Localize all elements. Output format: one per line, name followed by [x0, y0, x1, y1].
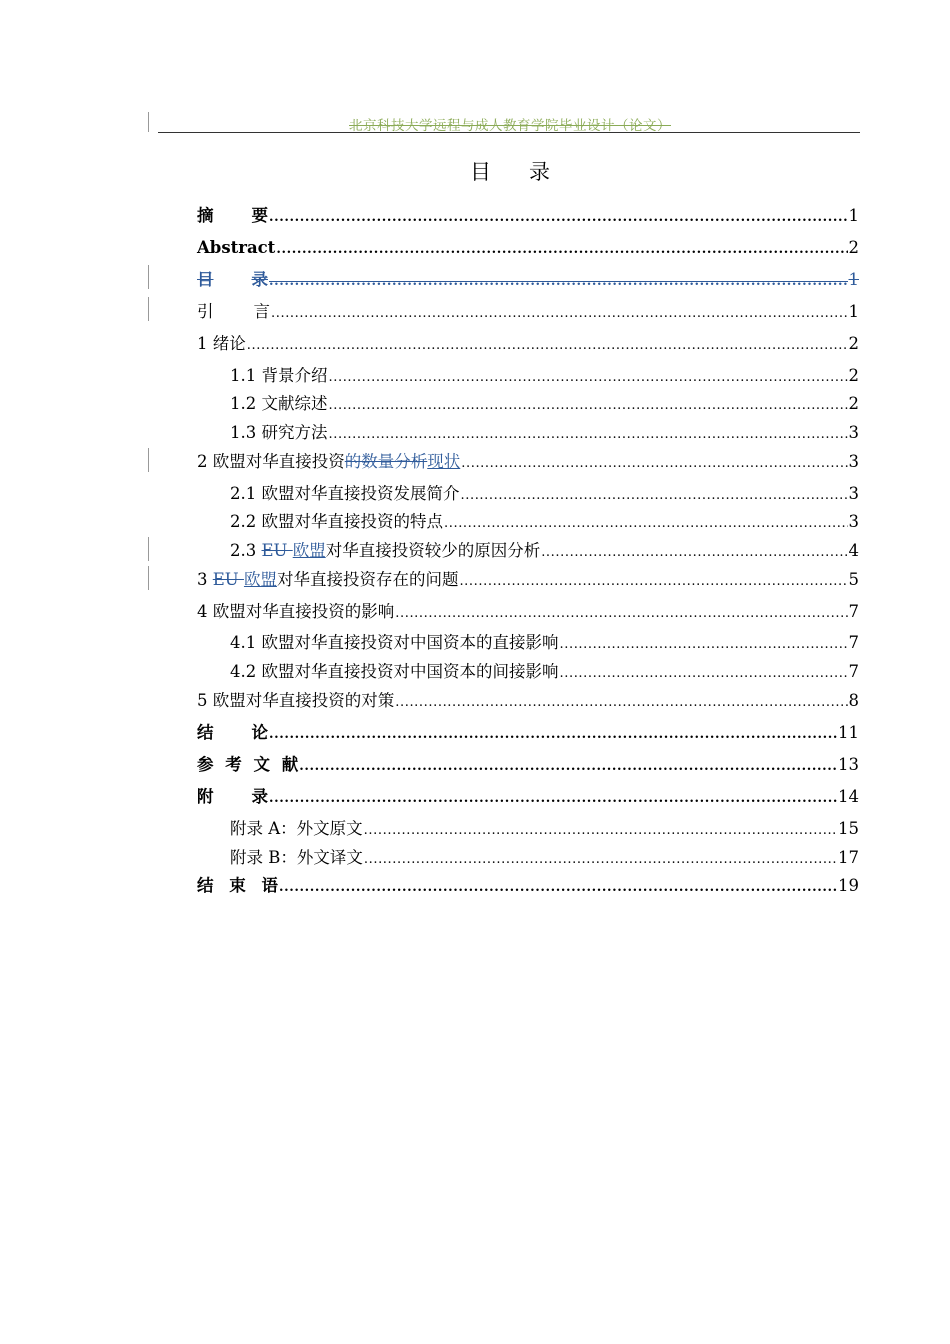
toc-entry[interactable]: [230, 422, 859, 444]
leader-dots: [269, 724, 837, 746]
toc-entry-page: 1: [848, 302, 859, 321]
toc-entry[interactable]: [230, 393, 859, 415]
toc-entry-label: 4 欧盟对华直接投资的影响: [197, 602, 395, 621]
toc-entry-label: 参 考 文 献: [197, 755, 299, 774]
leader-dots: [329, 424, 848, 446]
toc-entry-label: Abstract: [197, 238, 276, 257]
toc-entry[interactable]: [197, 601, 859, 623]
leader-dots: [269, 271, 848, 293]
toc-entry-page: 2: [848, 394, 859, 413]
toc-entry-page: 11: [838, 723, 859, 742]
toc-entry[interactable]: [230, 847, 859, 869]
toc-entry[interactable]: [197, 690, 859, 712]
inserted-text: 欧盟: [292, 541, 326, 560]
toc-entry-label: 2.3 EU 欧盟对华直接投资较少的原因分析: [230, 541, 541, 560]
change-bar: [148, 566, 149, 590]
change-bar: [148, 112, 149, 132]
toc-entry-label: 附 录: [197, 787, 268, 806]
toc-entry[interactable]: [197, 451, 859, 473]
toc-entry-label: 1 绪论: [197, 334, 246, 353]
inserted-text: 现状: [427, 452, 461, 471]
leader-dots: [364, 820, 837, 842]
leader-dots: [269, 207, 848, 229]
leader-dots: [247, 335, 848, 357]
inserted-text: 欧盟: [243, 570, 277, 589]
toc-entry-page: 19: [838, 876, 859, 895]
toc-entry-label: 3 EU 欧盟对华直接投资存在的问题: [197, 570, 459, 589]
leader-dots: [461, 453, 847, 475]
toc-entry[interactable]: [197, 205, 859, 227]
toc-entry[interactable]: [197, 237, 859, 259]
toc-entry-deleted[interactable]: [197, 269, 859, 291]
toc-entry-page: 17: [838, 848, 859, 867]
toc-entry-label: 2 欧盟对华直接投资的数量分析现状: [197, 452, 461, 471]
leader-dots: [329, 367, 848, 389]
change-bar: [148, 448, 149, 472]
toc-entry-label: 4.1 欧盟对华直接投资对中国资本的直接影响: [230, 633, 559, 652]
toc-entry-page: 2: [848, 334, 859, 353]
toc-entry-page: 3: [848, 484, 859, 503]
leader-dots: [395, 692, 847, 714]
toc-entry[interactable]: [197, 754, 859, 776]
leader-dots: [329, 395, 848, 417]
leader-dots: [279, 877, 837, 899]
leader-dots: [299, 756, 837, 778]
toc-entry-label: 摘 要: [197, 206, 268, 225]
toc-title: [0, 156, 950, 186]
leader-dots: [444, 513, 848, 535]
toc-entry-page: 13: [838, 755, 859, 774]
toc-entry-page: 1: [848, 206, 859, 225]
change-bar: [148, 537, 149, 561]
toc-entry[interactable]: [230, 818, 859, 840]
toc-entry-page: 8: [848, 691, 859, 710]
toc-entry-page: 3: [848, 423, 859, 442]
toc-entry[interactable]: [230, 540, 859, 562]
toc-entry[interactable]: [230, 483, 859, 505]
toc-entry[interactable]: [230, 632, 859, 654]
toc-entry-label: 1.2 文献综述: [230, 394, 328, 413]
toc-entry-label: 5 欧盟对华直接投资的对策: [197, 691, 395, 710]
deleted-text: EU: [212, 570, 244, 589]
toc-entry[interactable]: [230, 511, 859, 533]
leader-dots: [269, 788, 837, 810]
toc-entry-label: 引 言: [197, 302, 270, 321]
toc-entry-page: 7: [848, 602, 859, 621]
header-rule: [158, 132, 860, 133]
leader-dots: [276, 239, 847, 261]
toc-entry-page: 2: [848, 366, 859, 385]
toc-entry-page: 1: [848, 270, 859, 289]
toc-entry-label: 结 论: [197, 723, 268, 742]
change-bar: [148, 265, 149, 289]
deleted-text: EU: [261, 541, 293, 560]
page-header-title: 北京科技大学远程与成人教育学院毕业设计（论文）: [349, 118, 671, 134]
toc-entry-page: 7: [848, 662, 859, 681]
leader-dots: [560, 663, 848, 685]
toc-entry-page: 3: [848, 452, 859, 471]
leader-dots: [364, 849, 837, 871]
toc-entry-label: 4.2 欧盟对华直接投资对中国资本的间接影响: [230, 662, 559, 681]
toc-entry-label: 结 束 语: [197, 876, 278, 895]
toc-entry-label: 目 录: [197, 270, 268, 289]
leader-dots: [459, 571, 847, 593]
toc-entry-page: 2: [848, 238, 859, 257]
toc-entry-page: 7: [848, 633, 859, 652]
toc-entry[interactable]: [197, 333, 859, 355]
toc-title-right: 录: [529, 160, 550, 184]
toc-entry[interactable]: [197, 786, 859, 808]
toc-entry-label: 1.3 研究方法: [230, 423, 328, 442]
toc-entry[interactable]: [197, 722, 859, 744]
toc-title-left: 目: [470, 160, 491, 184]
deleted-text: 的数量分析: [344, 452, 428, 471]
toc-entry[interactable]: [197, 569, 859, 591]
toc-entry-label: 1.1 背景介绍: [230, 366, 328, 385]
toc-entry[interactable]: [230, 661, 859, 683]
toc-entry-label: 2.2 欧盟对华直接投资的特点: [230, 512, 443, 531]
change-bar: [148, 297, 149, 321]
leader-dots: [541, 542, 847, 564]
toc-entry-label: 附录 B：外文译文: [230, 848, 363, 867]
leader-dots: [560, 634, 848, 656]
toc-entry-page: 14: [838, 787, 859, 806]
toc-entry-label: 附录 A：外文原文: [230, 819, 363, 838]
leader-dots: [461, 485, 848, 507]
toc-entry[interactable]: [197, 875, 859, 897]
toc-entry-page: 3: [848, 512, 859, 531]
toc-entry[interactable]: [197, 301, 859, 323]
leader-dots: [395, 603, 847, 625]
leader-dots: [271, 303, 848, 325]
toc-entry-page: 4: [848, 541, 859, 560]
toc-entry-page: 15: [838, 819, 859, 838]
toc-entry-label: 2.1 欧盟对华直接投资发展简介: [230, 484, 460, 503]
toc-entry-page: 5: [848, 570, 859, 589]
toc-entry[interactable]: [230, 365, 859, 387]
